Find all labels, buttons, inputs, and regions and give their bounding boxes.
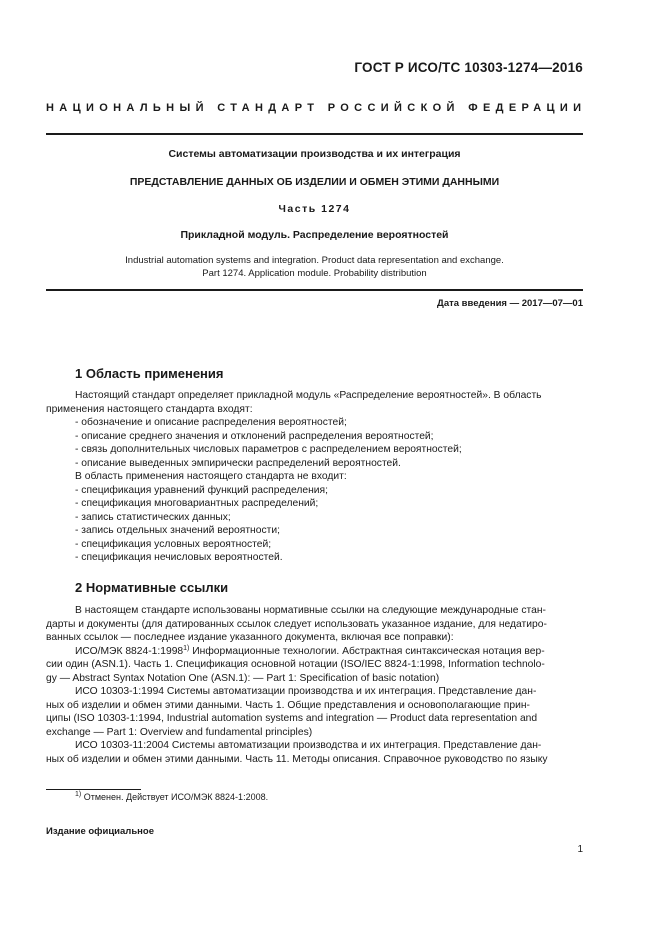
edition-label: Издание официальное [46, 826, 154, 837]
english-title-line: Industrial automation systems and integration. Product data representation and exchange. [125, 255, 504, 266]
footnote [75, 792, 268, 802]
list-item: - связь дополнительных числовых параметров с распределением вероятностей; [75, 444, 462, 455]
header-rule [46, 133, 583, 135]
paragraph-line: дарты и документы (для датированных ссылок следует использовать указанное издание, для недатиро- [46, 618, 547, 630]
reference-line: ИСО 10303-11:2004 Системы автоматизации производства и их интеграция. Представление дан- [75, 740, 542, 751]
list-item: - спецификация уравнений функций распределения; [75, 484, 328, 496]
reference-line: ных об изделии и обмен этими данными. Часть 1. Общие представления и основополагающие прин- [46, 699, 530, 711]
title-rule [46, 289, 583, 291]
footnote-marker: 1) [75, 791, 82, 798]
reference-line: сии один (ASN.1). Часть 1. Спецификация основной нотации (ISO/IEC 8824-1:1998, Information technolo- [46, 659, 545, 670]
footnote-divider [46, 789, 141, 790]
footnote-marker: 1) [183, 644, 190, 652]
english-title-line: Part 1274. Application module. Probability distribution [202, 268, 427, 279]
section-heading: 1 Область применения [75, 366, 224, 381]
paragraph-line: применения настоящего стандарта входят: [46, 403, 253, 415]
reference-line: ИСО 10303-1:1994 Системы автоматизации производства и их интеграция. Представление дан- [75, 686, 537, 697]
standard-number: ГОСТ Р ИСО/ТС 10303-1274—2016 [354, 60, 583, 75]
footnote-text: Отменен. Действует ИСО/МЭК 8824-1:2008. [81, 792, 269, 802]
paragraph-line: ванных ссылок — последнее издание указанного документа, включая все поправки): [46, 632, 454, 643]
section-body [46, 604, 583, 766]
national-standard-banner: НАЦИОНАЛЬНЫЙ СТАНДАРТ РОССИЙСКОЙ ФЕДЕРАЦИИ [46, 102, 587, 114]
part-number: Часть 1274 [278, 203, 351, 215]
reference-line: ных об изделии и обмен этими данными. Часть 11. Методы описания. Справочное руководство по языку [46, 753, 548, 765]
module-title: Прикладной модуль. Распределение вероятностей [180, 229, 449, 241]
section-heading: 2 Нормативные ссылки [75, 580, 229, 595]
list-item: - запись отдельных значений вероятности; [75, 525, 280, 536]
reference-line: ципы (ISO 10303-1:1994, Industrial automation systems and integration — Product data representation and [46, 713, 538, 724]
paragraph-line: В настоящем стандарте использованы нормативные ссылки на следующие международные стан- [75, 605, 546, 616]
list-item: - спецификация условных вероятностей; [75, 538, 272, 550]
list-item: - описание среднего значения и отклонений распределения вероятностей; [75, 430, 434, 442]
paragraph-line: Настоящий стандарт определяет прикладной модуль «Распределение вероятностей». В область [75, 390, 542, 401]
list-item: - запись статистических данных; [75, 511, 231, 523]
main-title: ПРЕДСТАВЛЕНИЕ ДАННЫХ ОБ ИЗДЕЛИИ И ОБМЕН ЭТИМИ ДАННЫМИ [129, 176, 500, 188]
list-item: - обозначение и описание распределения вероятностей; [75, 417, 347, 428]
reference-line: exchange — Part 1: Overview and fundamental principles) [46, 726, 313, 738]
section-body [46, 389, 583, 565]
introduction-date: Дата введения — 2017—07—01 [437, 298, 583, 309]
reference-code: ИСО/МЭК 8824-1:1998 [75, 645, 184, 657]
paragraph-line: В область применения настоящего стандарта не входит: [75, 471, 347, 482]
list-item: - спецификация многовариантных распределений; [75, 498, 319, 509]
reference-line [75, 645, 583, 659]
series-title: Системы автоматизации производства и их интеграция [168, 148, 461, 160]
reference-line: gy — Abstract Syntax Notation One (ASN.1): — Part 1: Specification of basic notation) [46, 672, 440, 684]
list-item: - спецификация нечисловых вероятностей. [75, 552, 283, 563]
list-item: - описание выведенных эмпирически распределений вероятностей. [75, 457, 401, 469]
reference-text: Информационные технологии. Абстрактная синтаксическая нотация вер- [189, 645, 545, 657]
page-number: 1 [577, 844, 583, 855]
